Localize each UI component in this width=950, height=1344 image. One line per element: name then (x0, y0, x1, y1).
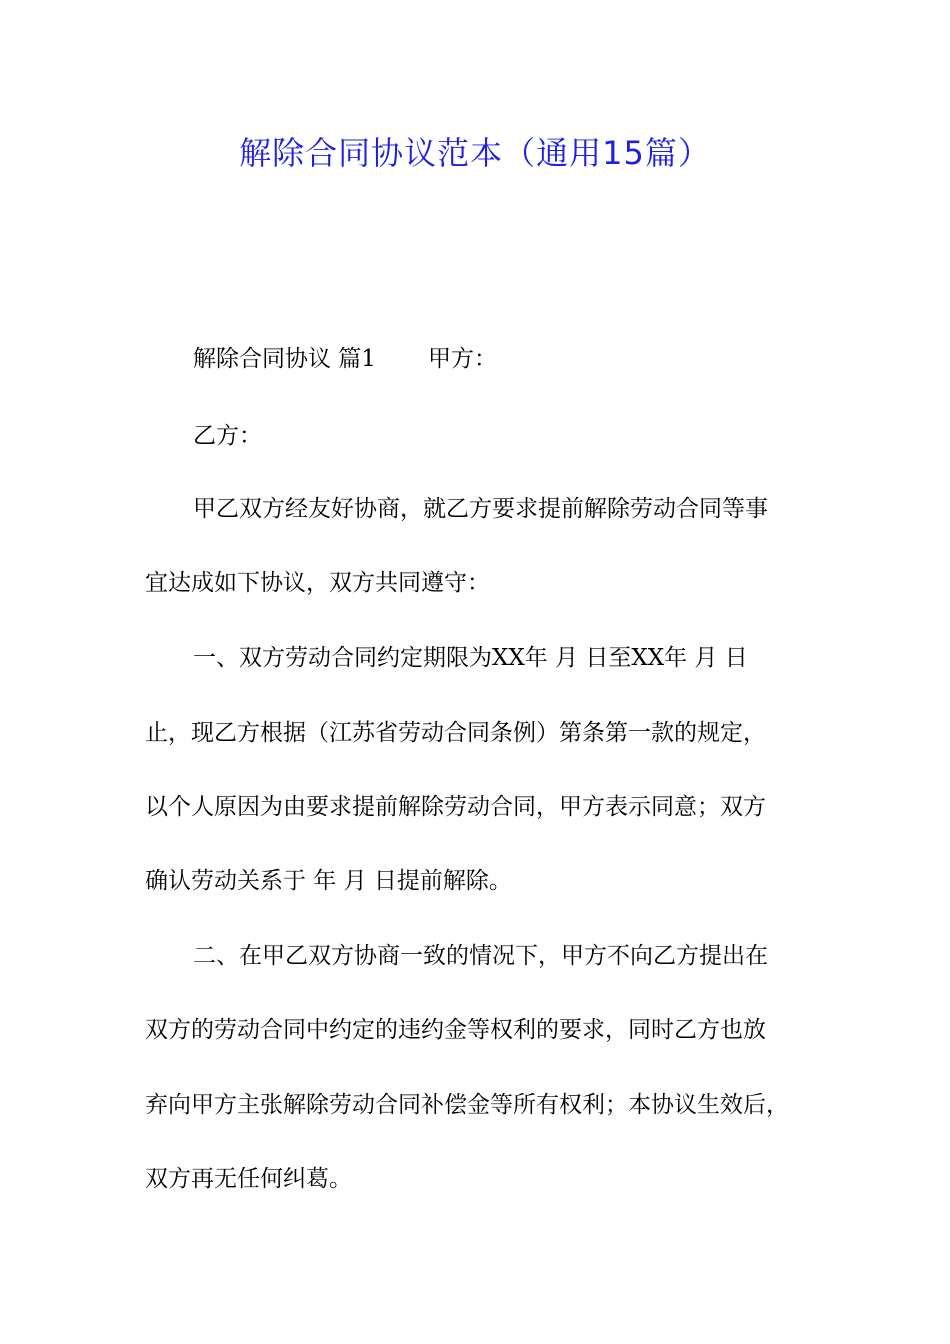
paragraph-line: 甲乙双方经友好协商，就乙方要求提前解除劳动合同等事 (193, 496, 768, 522)
section-heading: 解除合同协议 篇1 (193, 346, 376, 372)
document-title: 解除合同协议范本（通用15篇） (239, 134, 711, 172)
party-b-label: 乙方： (193, 423, 262, 449)
paragraph-line: 双方的劳动合同中约定的违约金等权利的要求，同时乙方也放 (145, 1017, 766, 1043)
section-heading-line (193, 342, 835, 376)
paragraph-line: 双方再无任何纠葛。 (145, 1166, 352, 1192)
paragraph-line: 弃向甲方主张解除劳动合同补偿金等所有权利；本协议生效后， (145, 1092, 789, 1118)
paragraph-line: 一、双方劳动合同约定期限为XX年 月 日至XX年 月 日 (193, 645, 748, 671)
paragraph-line: 二、在甲乙双方协商一致的情况下，甲方不向乙方提出在 (193, 943, 768, 969)
paragraph-line: 止，现乙方根据（江苏省劳动合同条例）第条第一款的规定， (145, 720, 766, 746)
paragraph-line: 确认劳动关系于 年 月 日提前解除。 (145, 868, 512, 894)
party-a-label: 甲方： (427, 346, 497, 372)
paragraph-line: 宜达成如下协议，双方共同遵守： (145, 570, 490, 596)
paragraph-line: 以个人原因为由要求提前解除劳动合同，甲方表示同意；双方 (145, 794, 766, 820)
